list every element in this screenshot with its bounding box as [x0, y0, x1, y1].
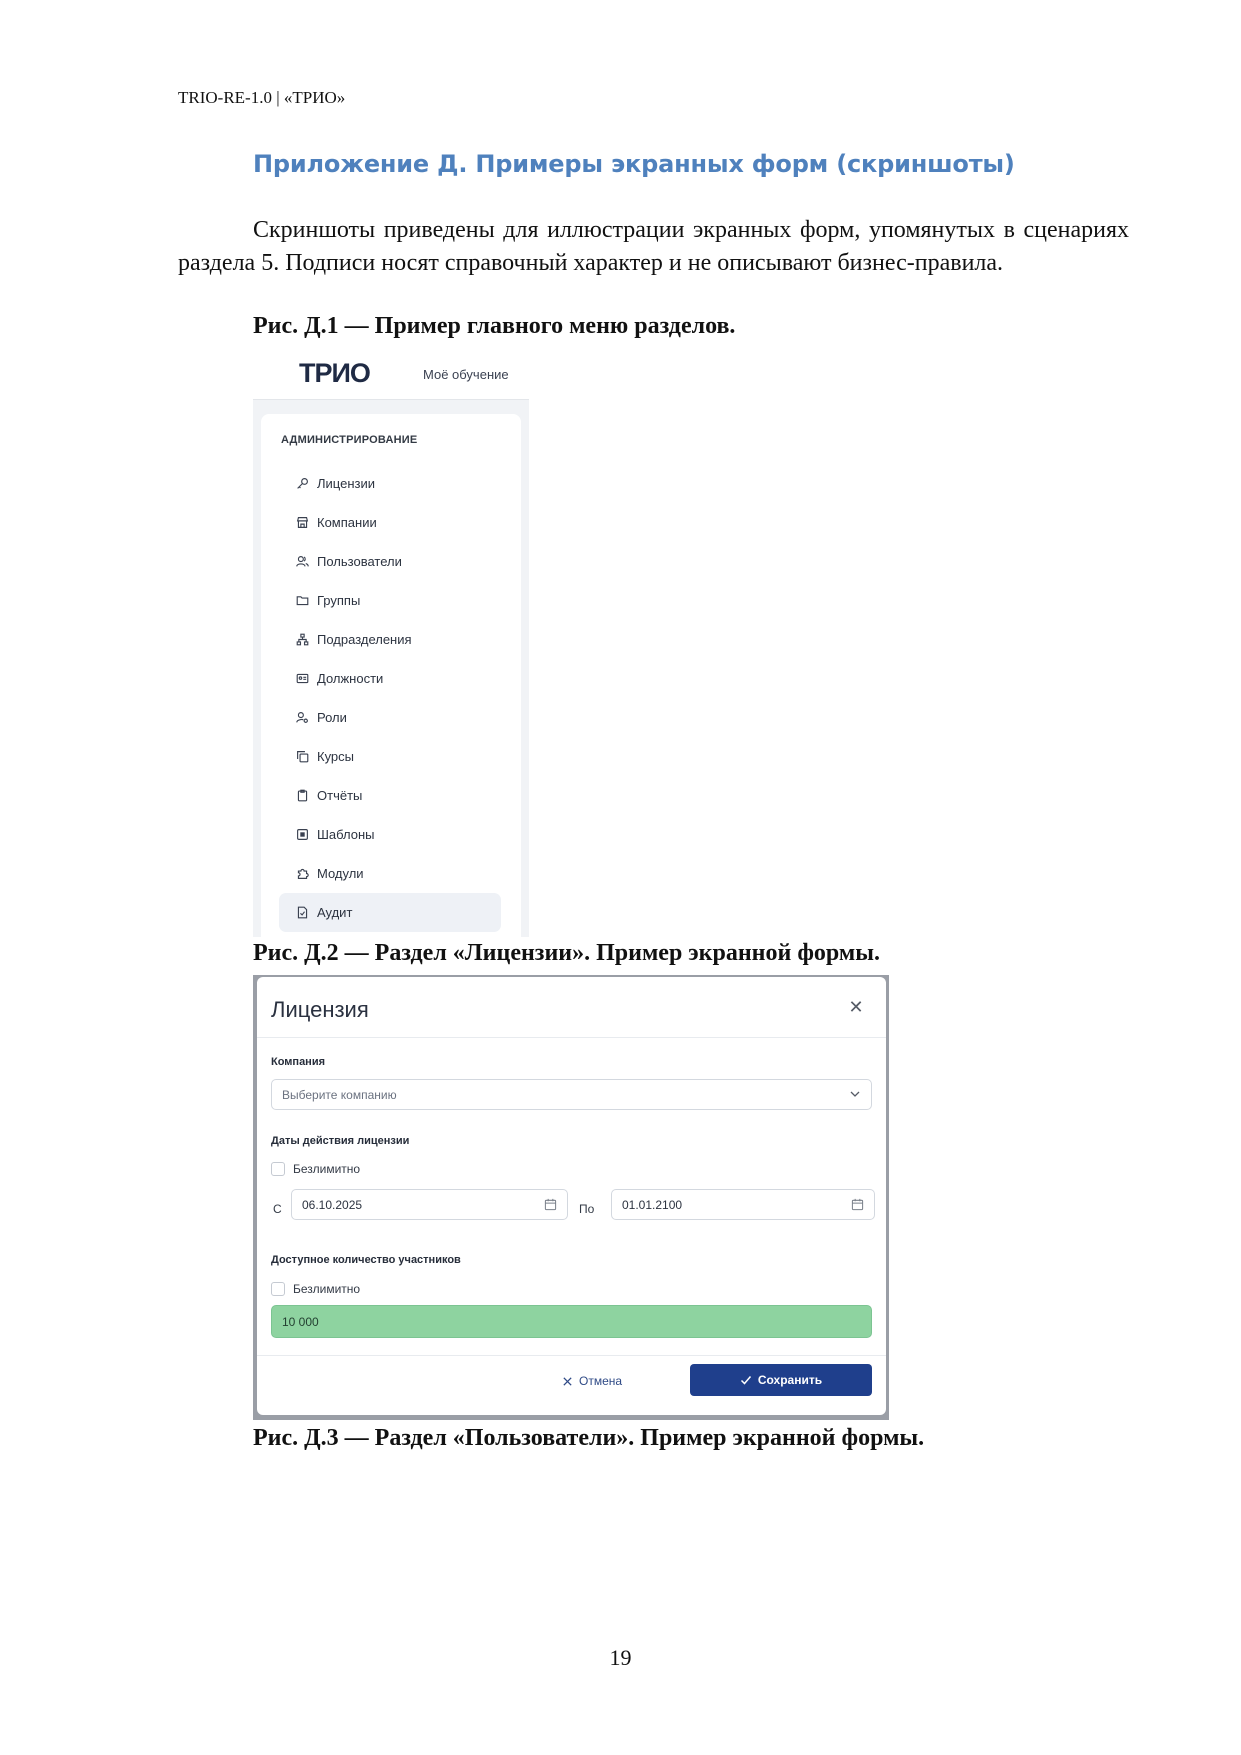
divider: [257, 1037, 886, 1038]
menu-item-label: Отчёты: [317, 788, 363, 803]
menu-item-roles[interactable]: [279, 698, 501, 737]
key-icon: [295, 477, 309, 491]
participants-unlimited-label: Безлимитно: [293, 1282, 361, 1296]
dates-unlimited-checkbox[interactable]: [271, 1162, 285, 1176]
date-to-field[interactable]: [611, 1189, 875, 1220]
figure-3-caption: Рис. Д.3 — Раздел «Пользователи». Пример экранной формы.: [253, 1425, 925, 1451]
license-screenshot: [253, 975, 889, 1420]
menu-item-label: Компании: [317, 515, 377, 530]
menu-item-label: Должности: [317, 671, 384, 686]
date-from-value: 06.10.2025: [302, 1198, 363, 1212]
menu-item-groups[interactable]: [279, 581, 501, 620]
dialog-title: Лицензия: [271, 997, 369, 1022]
users-icon: [295, 555, 309, 569]
trio-logo[interactable]: ТРИО: [299, 358, 370, 388]
close-icon[interactable]: ✕: [848, 997, 864, 1017]
calendar-icon[interactable]: [851, 1198, 864, 1211]
company-placeholder: Выберите компанию: [282, 1088, 397, 1102]
company-label: Компания: [271, 1056, 326, 1068]
hierarchy-icon: [295, 633, 309, 647]
puzzle-icon: [295, 867, 309, 881]
folder-icon: [295, 594, 309, 608]
figure-1-caption: Рис. Д.1 — Пример главного меню разделов.: [253, 313, 736, 339]
participants-count-input[interactable]: [271, 1305, 872, 1338]
check-icon: [740, 1374, 752, 1386]
menu-item-label: Курсы: [317, 749, 355, 764]
menu-item-modules[interactable]: [279, 854, 501, 893]
menu-item-templates[interactable]: [279, 815, 501, 854]
participants-count-value: 10 000: [282, 1315, 319, 1329]
menu-item-licenses[interactable]: [279, 464, 501, 503]
menu-item-users[interactable]: [279, 542, 501, 581]
clipboard-icon: [295, 789, 309, 803]
divider: [257, 1355, 886, 1356]
id-card-icon: [295, 672, 309, 686]
page-number: 19: [609, 1645, 632, 1670]
template-icon: [295, 828, 309, 842]
menu-item-companies[interactable]: [279, 503, 501, 542]
dates-label: Даты действия лицензии: [271, 1135, 410, 1147]
cancel-label: Отмена: [579, 1374, 623, 1388]
menu-list: [279, 464, 501, 932]
menu-item-positions[interactable]: [279, 659, 501, 698]
company-select[interactable]: [271, 1079, 872, 1110]
from-label: С: [273, 1202, 282, 1216]
user-gear-icon: [295, 711, 309, 725]
menu-item-audit[interactable]: [279, 893, 501, 932]
menu-item-label: Подразделения: [317, 632, 412, 647]
dates-unlimited-label: Безлимитно: [293, 1162, 361, 1176]
date-from-field[interactable]: [291, 1189, 568, 1220]
participants-label: Доступное количество участников: [271, 1254, 461, 1266]
appendix-title: Приложение Д. Примеры экранных форм (скриншоты): [253, 150, 1015, 178]
menu-item-label: Шаблоны: [317, 827, 375, 842]
menu-screenshot: [253, 348, 529, 937]
menu-item-label: Группы: [317, 593, 361, 608]
close-icon: [562, 1376, 573, 1387]
to-label: По: [579, 1202, 595, 1216]
menu-item-departments[interactable]: [279, 620, 501, 659]
menu-item-label: Роли: [317, 710, 347, 725]
copy-icon: [295, 750, 309, 764]
admin-menu: [261, 414, 521, 937]
menu-item-label: Пользователи: [317, 554, 402, 569]
intro-paragraph: Скриншоты приведены для иллюстрации экранных форм, упомянутых в сценариях раздела 5. Подписи носят справочный характер и не описывают бизнес-правила.: [178, 217, 1129, 276]
participants-unlimited-checkbox[interactable]: [271, 1282, 285, 1296]
store-icon: [295, 516, 309, 530]
save-button[interactable]: [690, 1364, 872, 1396]
cancel-button[interactable]: [562, 1374, 622, 1388]
audit-icon: [295, 906, 309, 920]
figure-2-caption: Рис. Д.2 — Раздел «Лицензии». Пример экранной формы.: [253, 940, 880, 966]
menu-item-label: Модули: [317, 866, 364, 881]
menu-item-label: Лицензии: [317, 476, 375, 491]
license-dialog: [257, 977, 886, 1415]
menu-section-heading: АДМИНИСТРИРОВАНИЕ: [281, 434, 418, 446]
date-to-value: 01.01.2100: [622, 1198, 683, 1212]
save-label: Сохранить: [757, 1373, 823, 1387]
menu-item-label: Аудит: [317, 905, 353, 920]
chevron-down-icon: [849, 1088, 861, 1100]
menu-item-courses[interactable]: [279, 737, 501, 776]
calendar-icon[interactable]: [544, 1198, 557, 1211]
my-learning-link[interactable]: Моё обучение: [423, 367, 509, 382]
running-header: TRIO-RE-1.0 | «ТРИО»: [178, 88, 346, 107]
app-topbar: [253, 348, 529, 400]
menu-item-reports[interactable]: [279, 776, 501, 815]
